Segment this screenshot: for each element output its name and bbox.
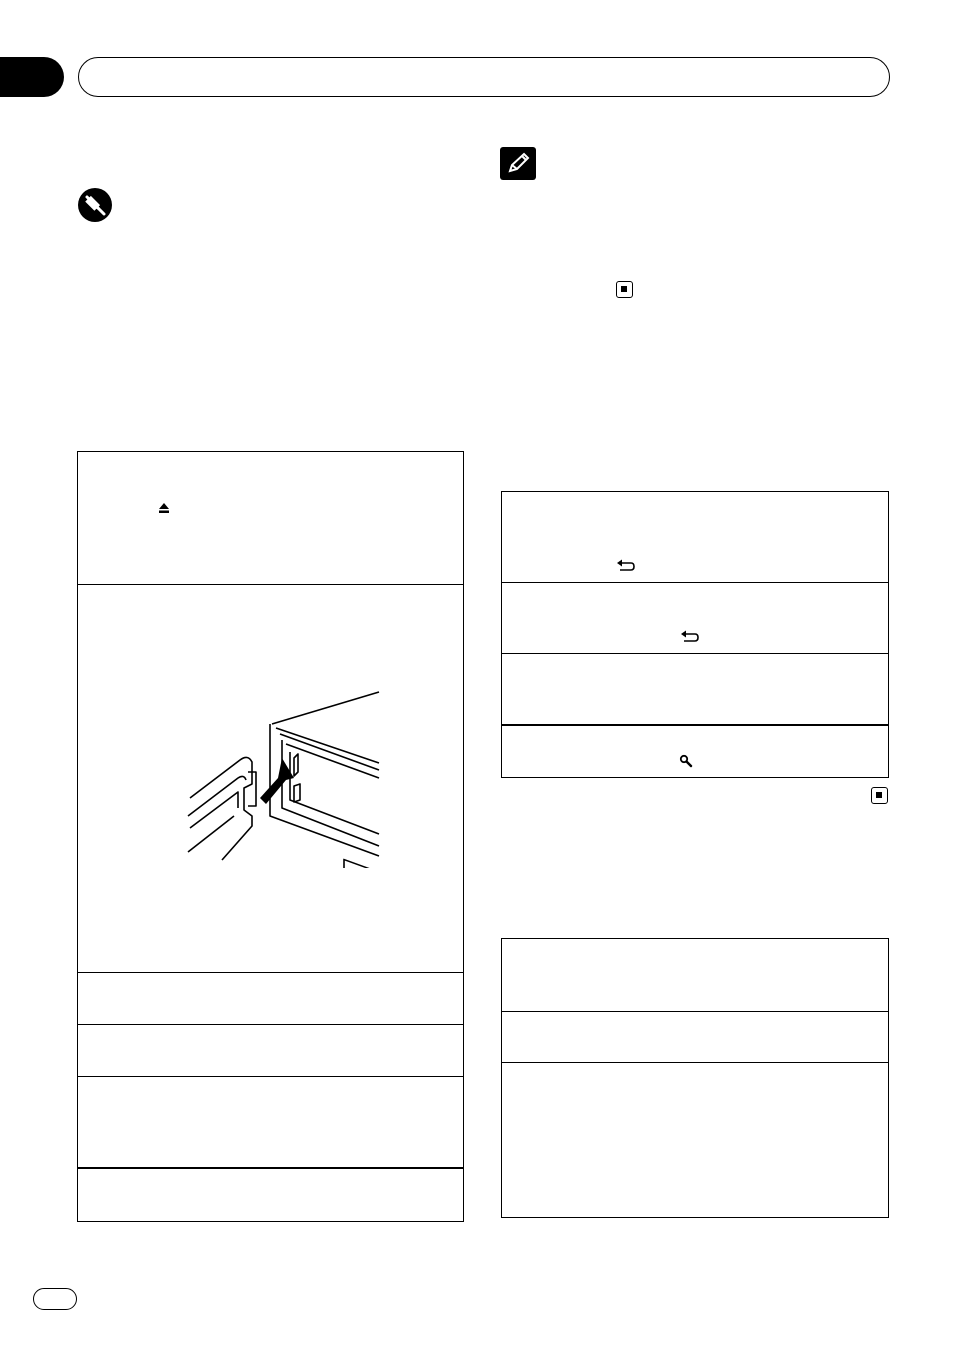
table-row-divider <box>78 1167 463 1169</box>
stop-square-icon <box>616 281 633 298</box>
page-number-badge <box>33 1288 77 1310</box>
eject-icon <box>158 502 170 514</box>
table-row-divider <box>78 584 463 585</box>
return-arrow-icon <box>680 629 700 643</box>
table-row-divider <box>502 653 888 654</box>
front-panel-illustration <box>186 688 382 868</box>
pencil-icon <box>500 147 536 180</box>
steps-table-right-2 <box>501 938 889 1218</box>
table-row-divider <box>502 724 888 726</box>
table-row-divider <box>78 972 463 973</box>
header-bar <box>78 57 890 97</box>
table-row-divider <box>502 1062 888 1063</box>
stop-square-icon <box>871 787 888 804</box>
pushpin-icon <box>78 188 112 222</box>
table-row-divider <box>502 582 888 583</box>
table-row-divider <box>78 1024 463 1025</box>
return-arrow-icon <box>616 558 636 572</box>
search-icon <box>679 754 693 768</box>
table-row-divider <box>78 1076 463 1077</box>
table-row-divider <box>502 1011 888 1012</box>
chapter-tab <box>0 57 64 97</box>
